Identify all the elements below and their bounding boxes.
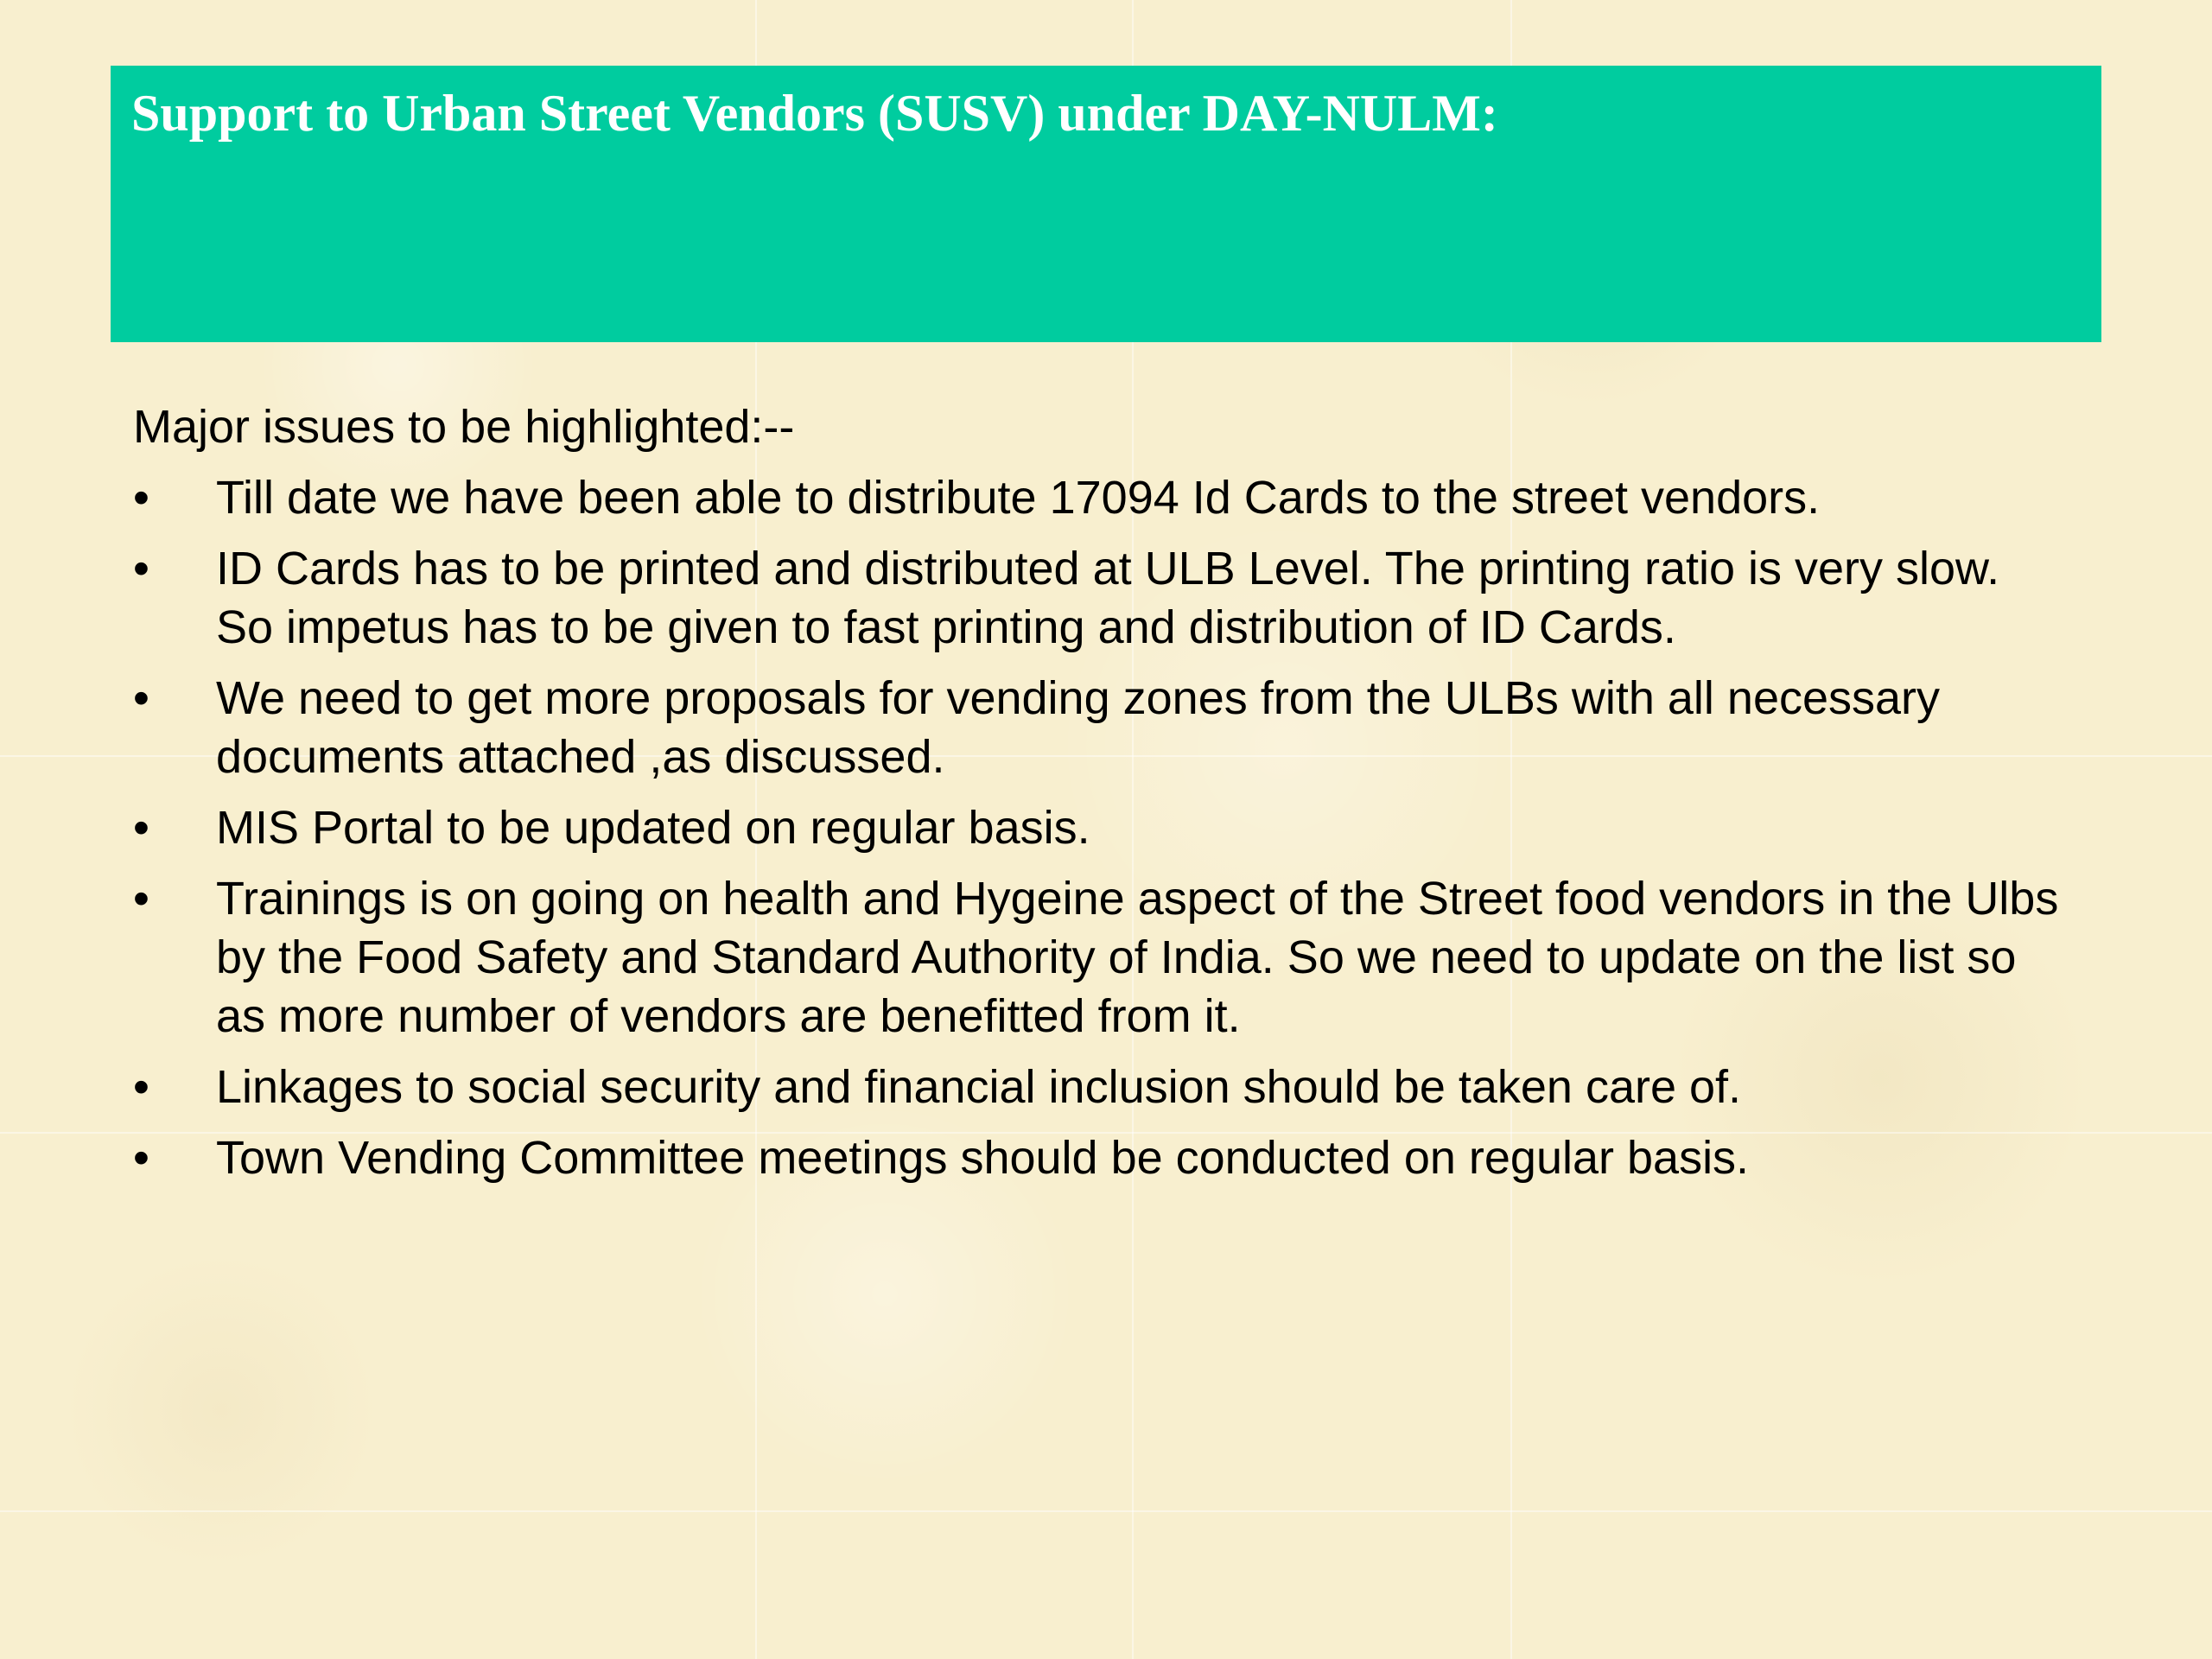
- bullet-icon: •: [133, 1061, 149, 1113]
- bullet-icon: •: [133, 543, 149, 594]
- list-item-text: Town Vending Committee meetings should be conducted on regular basis.: [216, 1132, 1750, 1184]
- list-item: [133, 869, 2069, 1046]
- list-item-text: Till date we have been able to distribute 17094 Id Cards to the street vendors.: [216, 472, 1821, 524]
- title-banner: [111, 66, 2101, 342]
- slide-title: Support to Urban Street Vendors (SUSV) under DAY-NULM:: [131, 85, 1498, 142]
- list-item: [133, 669, 2069, 786]
- intro-heading: Major issues to be highlighted:--: [133, 401, 795, 453]
- list-item-text: ID Cards has to be printed and distributed at ULB Level. The printing ratio is very slow. So impetus has to be given to fast printing and distribution of ID Cards.: [216, 543, 2000, 653]
- list-item: [133, 468, 2069, 527]
- list-item-text: Trainings is on going on health and Hygeine aspect of the Street food vendors in the Ulbs by the Food Safety and Standard Authority of India. So we need to update on the list so as more number of vendors are benefitted from it.: [216, 873, 2059, 1042]
- list-item: [133, 1058, 2069, 1116]
- bullet-icon: •: [133, 802, 149, 854]
- bullet-icon: •: [133, 472, 149, 524]
- bullet-icon: •: [133, 672, 149, 724]
- list-item-text: MIS Portal to be updated on regular basis.: [216, 802, 1090, 854]
- list-item-text: Linkages to social security and financial inclusion should be taken care of.: [216, 1061, 1742, 1113]
- issues-list: [133, 468, 2069, 1187]
- list-item-text: We need to get more proposals for vending zones from the ULBs with all necessary documents attached ,as discussed.: [216, 672, 1941, 783]
- bullet-icon: •: [133, 1132, 149, 1184]
- list-item: [133, 1128, 2069, 1187]
- slide-body: [133, 397, 2069, 1199]
- list-item: [133, 798, 2069, 857]
- bullet-icon: •: [133, 873, 149, 925]
- list-item: [133, 539, 2069, 657]
